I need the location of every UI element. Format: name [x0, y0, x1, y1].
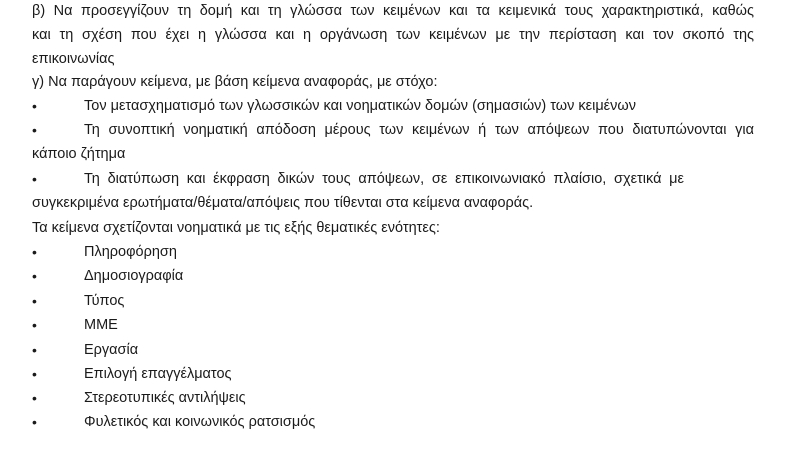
bullet-marker: •: [32, 268, 37, 284]
bullet-marker: •: [32, 122, 37, 138]
bullet-marker: •: [32, 366, 37, 382]
goal-3-line-1: Τη διατύπωση και έκφραση δικών τους απόψεων, σε επικοινωνιακό πλαίσιο, σχετικά με: [84, 171, 684, 187]
theme-item: ΜΜΕ: [84, 317, 118, 333]
bullet-marker: •: [32, 317, 37, 333]
paragraph-b-line-3: επικοινωνίας: [32, 51, 115, 67]
bullet-marker: •: [32, 244, 37, 260]
themes-intro: Τα κείμενα σχετίζονται νοηματικά με τις εξής θεματικές ενότητες:: [32, 220, 440, 236]
theme-item: Στερεοτυπικές αντιλήψεις: [84, 390, 246, 406]
goal-2-line-2: κάποιο ζήτημα: [32, 146, 126, 162]
paragraph-g: γ) Να παράγουν κείμενα, με βάση κείμενα αναφοράς, με στόχο:: [32, 74, 438, 90]
bullet-marker: •: [32, 342, 37, 358]
goal-2-line-1: Τη συνοπτική νοηματική απόδοση μέρους των κειμένων ή των απόψεων που διατυπώνονται για: [84, 122, 754, 138]
bullet-marker: •: [32, 414, 37, 430]
theme-item: Τύπος: [84, 293, 125, 309]
bullet-marker: •: [32, 98, 37, 114]
bullet-marker: •: [32, 171, 37, 187]
paragraph-b-line-2: και τη σχέση που έχει η γλώσσα και η οργάνωση των κειμένων με την περίσταση και τον σκοπό της: [32, 27, 754, 43]
theme-item: Επιλογή επαγγέλματος: [84, 366, 232, 382]
goal-3-line-2: συγκεκριμένα ερωτήματα/θέματα/απόψεις που τίθενται στα κείμενα αναφοράς.: [32, 195, 534, 211]
goal-1-line-1: Τον μετασχηματισμό των γλωσσικών και νοηματικών δομών (σημασιών) των κειμένων: [84, 98, 636, 114]
theme-item: Φυλετικός και κοινωνικός ρατσισμός: [84, 414, 316, 430]
theme-item: Δημοσιογραφία: [84, 268, 184, 284]
theme-item: Εργασία: [84, 342, 139, 358]
theme-item: Πληροφόρηση: [84, 244, 177, 260]
bullet-marker: •: [32, 293, 37, 309]
bullet-marker: •: [32, 390, 37, 406]
paragraph-b-line-1: β) Να προσεγγίζουν τη δομή και τη γλώσσα των κειμένων και τα κειμενικά τους χαρακτηριστικά, καθώς: [32, 3, 754, 19]
